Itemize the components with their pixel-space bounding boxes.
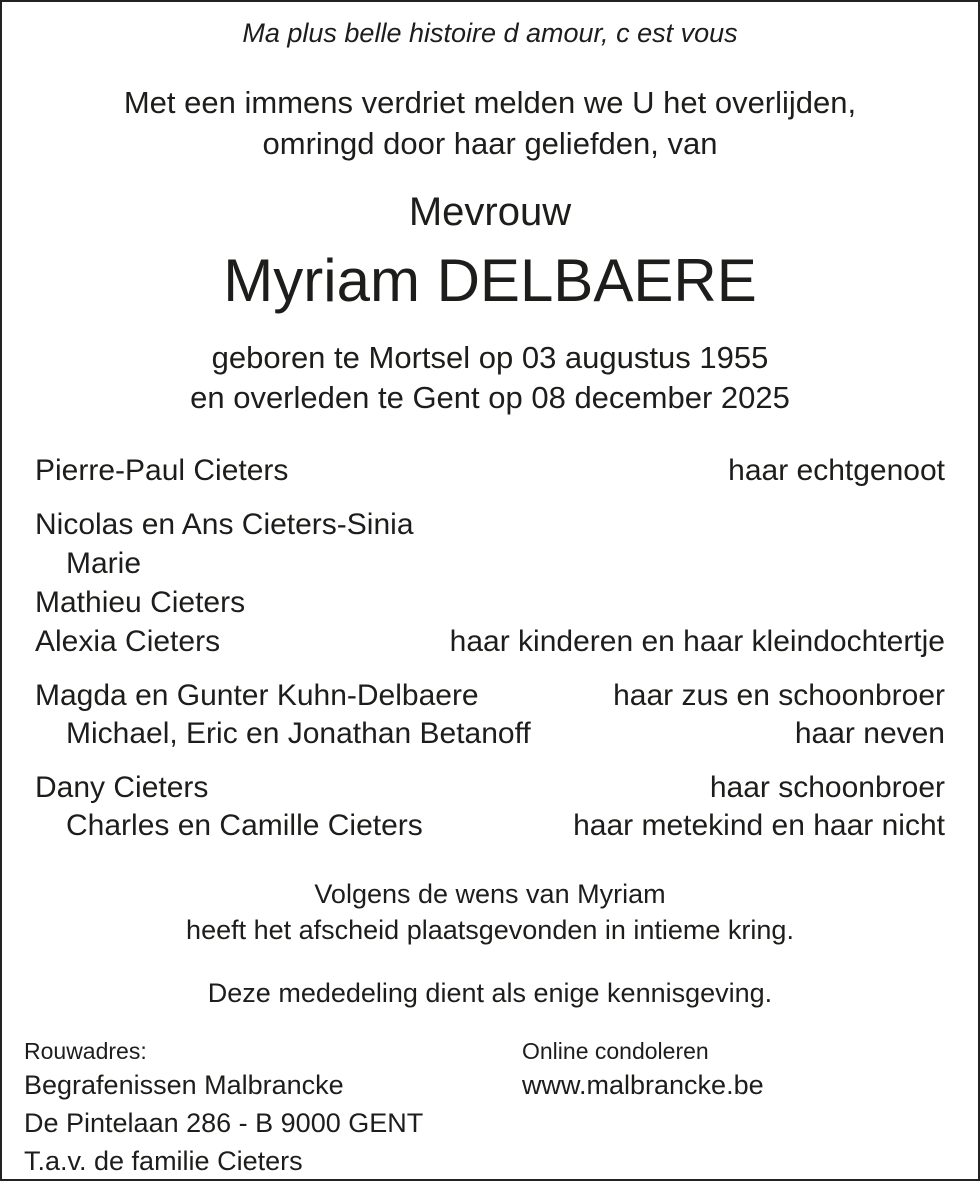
mourner-row: [35, 679, 945, 717]
closing-line-2: heeft het afscheid plaatsgevonden in intieme kring.: [186, 915, 794, 945]
intro-text: [0, 82, 980, 164]
mourner-row: [35, 717, 945, 755]
life-dates: [0, 338, 980, 418]
mourner-row: [35, 809, 945, 847]
address-line-3: T.a.v. de familie Cieters: [24, 1146, 303, 1176]
address-line-1: Begrafenissen Malbrancke: [24, 1070, 344, 1100]
mourner-name: Magda en Gunter Kuhn-Delbaere: [35, 679, 479, 712]
online-condolence: [522, 1036, 764, 1104]
mourner-row: [35, 586, 945, 624]
mourner-relation: haar schoonbroer: [709, 771, 945, 804]
intro-line-1: Met een immens verdriet melden we U het overlijden,: [123, 85, 857, 120]
mourner-row: [35, 508, 945, 546]
closing-text: [0, 876, 980, 948]
mourner-name: Michael, Eric en Jonathan Betanoff: [66, 717, 531, 750]
mourner-row: [35, 625, 945, 663]
mourner-relation: haar kinderen en haar kleindochtertje: [449, 625, 945, 658]
mourner-relation: haar zus en schoonbroer: [613, 679, 945, 712]
mourner-name: Pierre-Paul Cieters: [35, 454, 289, 487]
closing-line-1: Volgens de wens van Myriam: [314, 879, 666, 909]
intro-line-2: omringd door haar geliefden, van: [262, 126, 718, 161]
mourner-name: Alexia Cieters: [35, 625, 221, 658]
death-line: en overleden te Gent op 08 december 2025: [190, 380, 790, 415]
birth-line: geboren te Mortsel op 03 augustus 1955: [211, 340, 769, 375]
online-label: Online condoleren: [522, 1038, 709, 1064]
mourner-name: Dany Cieters: [35, 771, 209, 804]
motto: Ma plus belle histoire d amour, c est vous: [242, 18, 738, 48]
deceased-title: Mevrouw: [408, 190, 572, 234]
mourner-relation: haar neven: [794, 717, 945, 750]
mourner-relation: haar metekind en haar nicht: [573, 809, 945, 842]
address-label: Rouwadres:: [24, 1038, 147, 1064]
mourner-row: [35, 454, 945, 492]
deceased-name: Myriam DELBAERE: [223, 247, 757, 314]
mourner-relation: haar echtgenoot: [728, 454, 945, 487]
notice-text: Deze mededeling dient als enige kennisgeving.: [207, 978, 773, 1008]
mourner-name: Mathieu Cieters: [35, 586, 246, 619]
mourner-name: Charles en Camille Cieters: [66, 809, 423, 842]
mourner-row: [35, 547, 945, 585]
mourning-address: [24, 1036, 423, 1180]
mourner-name: Marie: [66, 547, 142, 580]
condolence-link[interactable]: www.malbrancke.be: [522, 1070, 764, 1100]
mourner-row: [35, 771, 945, 809]
address-line-2: De Pintelaan 286 - B 9000 GENT: [24, 1108, 424, 1138]
mourner-name: Nicolas en Ans Cieters-Sinia: [35, 508, 414, 541]
